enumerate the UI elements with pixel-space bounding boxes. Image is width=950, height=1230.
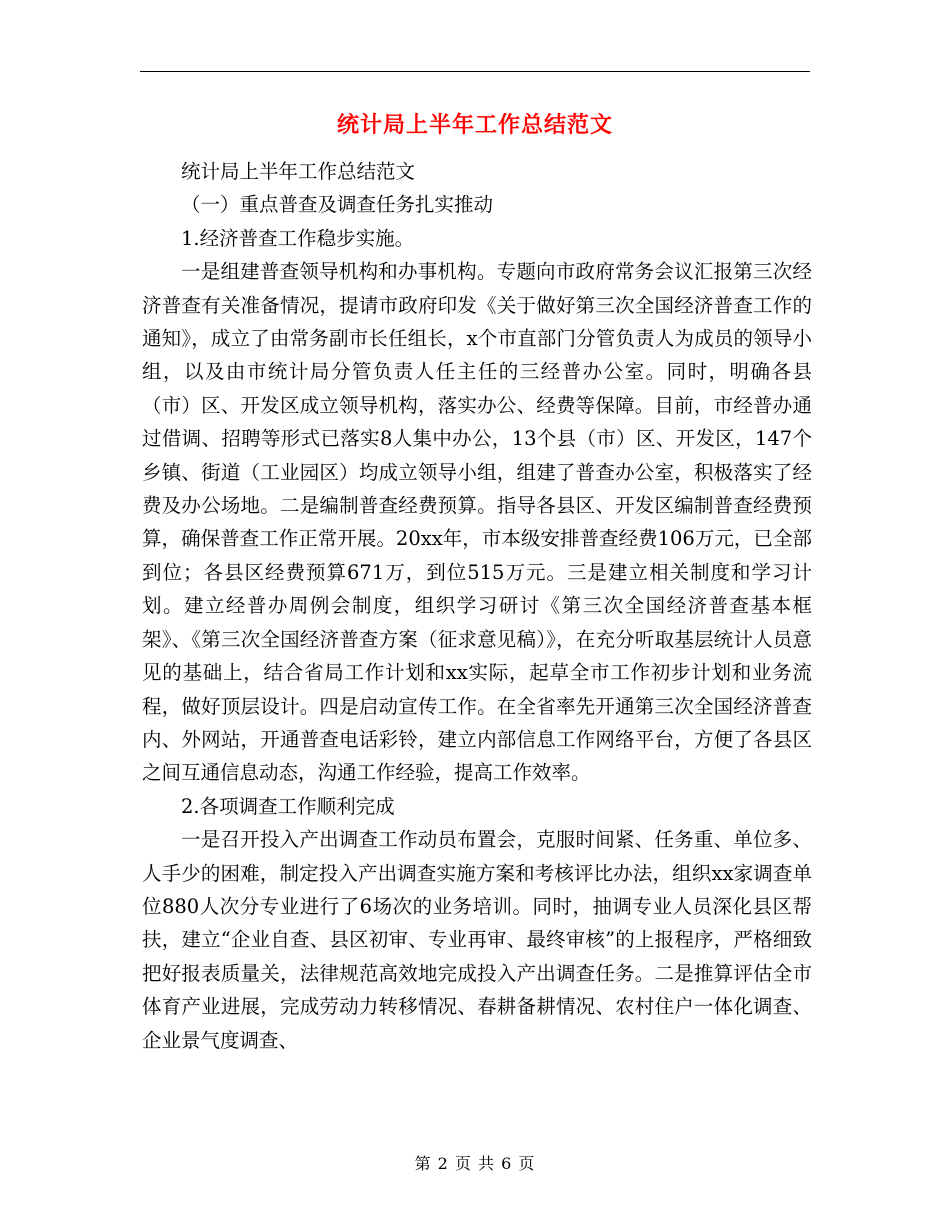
document-title: 统计局上半年工作总结范文 [336,112,613,138]
paragraph-body-2: 一是召开投入产出调查工作动员布置会，克服时间紧、任务重、单位多、人手少的困难，制定投入产出调查实施方案和考核评比办法，组织xx家调查单位880人次分专业进行了6场次的业务培训。同时，抽调专业人员深化县区帮扶，建立“企业自查、县区初审、专业再审、最终审核”的上报程序，严格细致把好报表质量关，法律规范高效地完成投入产出调查任务。二是推算评估全市体育产业进展，完成劳动力转移情况、春耕备耕情况、农村住户一体化调查、企业景气度调查、 [142,828,812,1052]
document-body [142,155,812,1057]
paragraph-subheading-1: 1.经济普查工作稳步实施。 [181,226,415,250]
paragraph-body-1: 一是组建普查领导机构和办事机构。专题向市政府常务会议汇报第三次经济普查有关准备情况，提请市政府印发《关于做好第三次全国经济普查工作的通知》，成立了由常务副市长任组长，x个市直部门分管负责人为成员的领导小组，以及由市统计局分管负责人任主任的三经普办公室。同时，明确各县（市）区、开发区成立领导机构，落实办公、经费等保障。目前，市经普办通过借调、招聘等形式已落实8人集中办公，13个县（市）区、开发区，147个乡镇、街道（工业园区）均成立领导小组，组建了普查办公室，积极落实了经费及办公场地。二是编制普查经费预算。指导各县区、开发区编制普查经费预算，确保普查工作正常开展。20xx年，市本级安排普查经费106万元，已全部到位；各县区经费预算671万，到位515万元。三是建立相关制度和学习计划。建立经普办周例会制度，组织学习研讨《第三次全国经济普查基本框架》、《第三次全国经济普查方案（征求意见稿）》，在充分听取基层统计人员意见的基础上，结合省局工作计划和xx实际，起草全市工作初步计划和业务流程，做好顶层设计。四是启动宣传工作。在全省率先开通第三次全国经济普查内、外网站，开通普查电话彩铃，建立内部信息工作网络平台，方便了各县区之间互通信息动态，沟通工作经验，提高工作效率。 [142,260,812,785]
header-rule [140,71,810,72]
paragraph-subtitle: 统计局上半年工作总结范文 [181,160,416,183]
paragraph-section-heading: （一）重点普查及调查任务扎实推动 [181,193,494,217]
paragraph-subheading-2: 2.各项调查工作顺利完成 [181,794,395,818]
page-number-footer: 第 2 页 共 6 页 [414,1154,536,1173]
